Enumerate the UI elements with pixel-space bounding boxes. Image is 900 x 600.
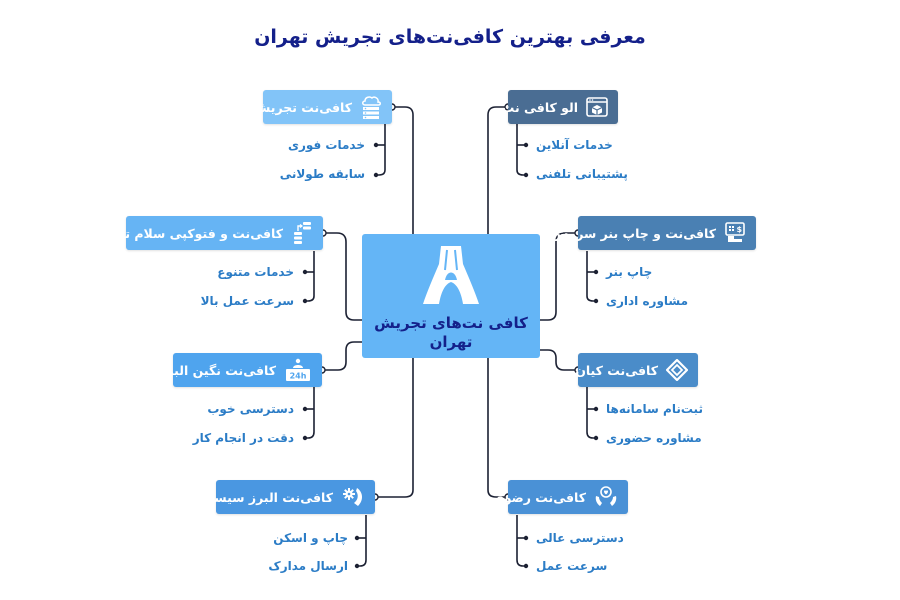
node-label: کافی‌نت البرز سیستم — [199, 489, 333, 505]
24h-service-icon — [284, 358, 312, 382]
sub-item: خدمات فوری — [287, 138, 365, 152]
node-razavi-cafenet[interactable] — [492, 480, 628, 514]
database-flow-icon — [291, 221, 313, 245]
browser-box-icon — [586, 95, 608, 119]
sub-item: خدمات متنوع — [217, 265, 294, 279]
node-negin-alborz-cafenet[interactable] — [159, 353, 322, 387]
node-salam-tablighat-cafenet[interactable] — [101, 216, 323, 250]
sub-item: سابقه طولانی — [279, 167, 365, 181]
connector-center-to-soroush — [540, 233, 578, 320]
sub-item: مشاوره اداری — [606, 294, 689, 308]
sub-item: خدمات آنلاین — [536, 138, 613, 152]
node-label: کافی‌نت و فتوکپی سلام تبلیغ — [101, 225, 283, 241]
svg-text:$: $ — [736, 225, 743, 234]
center-label: کافی نت‌های تجریش تهران — [374, 314, 528, 351]
svg-text:24h: 24h — [289, 371, 307, 381]
connector-center-to-salam — [323, 233, 362, 320]
node-label: کافی‌نت نگین البرز — [159, 362, 276, 378]
node-alo-cafenet[interactable] — [501, 90, 618, 124]
connector-center-to-negin — [322, 342, 362, 370]
connector-center-to-alborz — [375, 358, 413, 497]
sub-item: چاپ بنر — [606, 265, 653, 279]
caring-hands-icon — [594, 485, 618, 509]
sub-item: سرعت عمل بالا — [200, 294, 294, 308]
node-label: الو کافی نت — [501, 99, 578, 115]
node-tajrish-cafenet[interactable] — [253, 90, 392, 124]
sub-item: دسترسی خوب — [207, 402, 294, 416]
sub-item: چاپ و اسکن — [273, 531, 348, 545]
center-node[interactable] — [362, 234, 540, 358]
sub-item: دقت در انجام کار — [192, 431, 294, 445]
sub-item: پشتیبانی تلفنی — [536, 167, 628, 181]
node-label: کافی‌نت و چاپ بنر سروش — [551, 225, 716, 241]
sub-item: ثبت‌نام سامانه‌ها — [606, 402, 703, 416]
connector-center-to-kian — [540, 350, 578, 370]
node-soroush-cafenet[interactable] — [551, 216, 756, 250]
node-label: کافی‌نت تجریش — [253, 99, 352, 115]
connector-center-to-razavi — [488, 358, 508, 497]
connector-center-to-alo — [488, 107, 508, 234]
azadi-tower-icon — [423, 244, 479, 308]
sub-item: دسترسی عالی — [536, 531, 624, 545]
sub-item: مشاوره حضوری — [606, 431, 702, 445]
node-label: کافی‌نت کیان — [575, 362, 658, 378]
page-title: معرفی بهترین کافی‌نت‌های تجریش تهران — [254, 26, 646, 48]
cloud-server-icon — [360, 95, 382, 119]
gear-hand-icon — [341, 485, 365, 509]
node-kian-cafenet[interactable] — [575, 353, 698, 387]
sub-item: سرعت عمل — [536, 559, 608, 573]
node-alborz-system-cafenet[interactable] — [199, 480, 375, 514]
payment-terminal-icon — [724, 221, 746, 245]
connector-center-to-tajrish — [392, 107, 413, 234]
node-label: کافی‌نت رضوی — [492, 489, 586, 505]
sub-item: ارسال مدارک — [268, 559, 348, 573]
diamond-logo-icon — [666, 358, 688, 382]
